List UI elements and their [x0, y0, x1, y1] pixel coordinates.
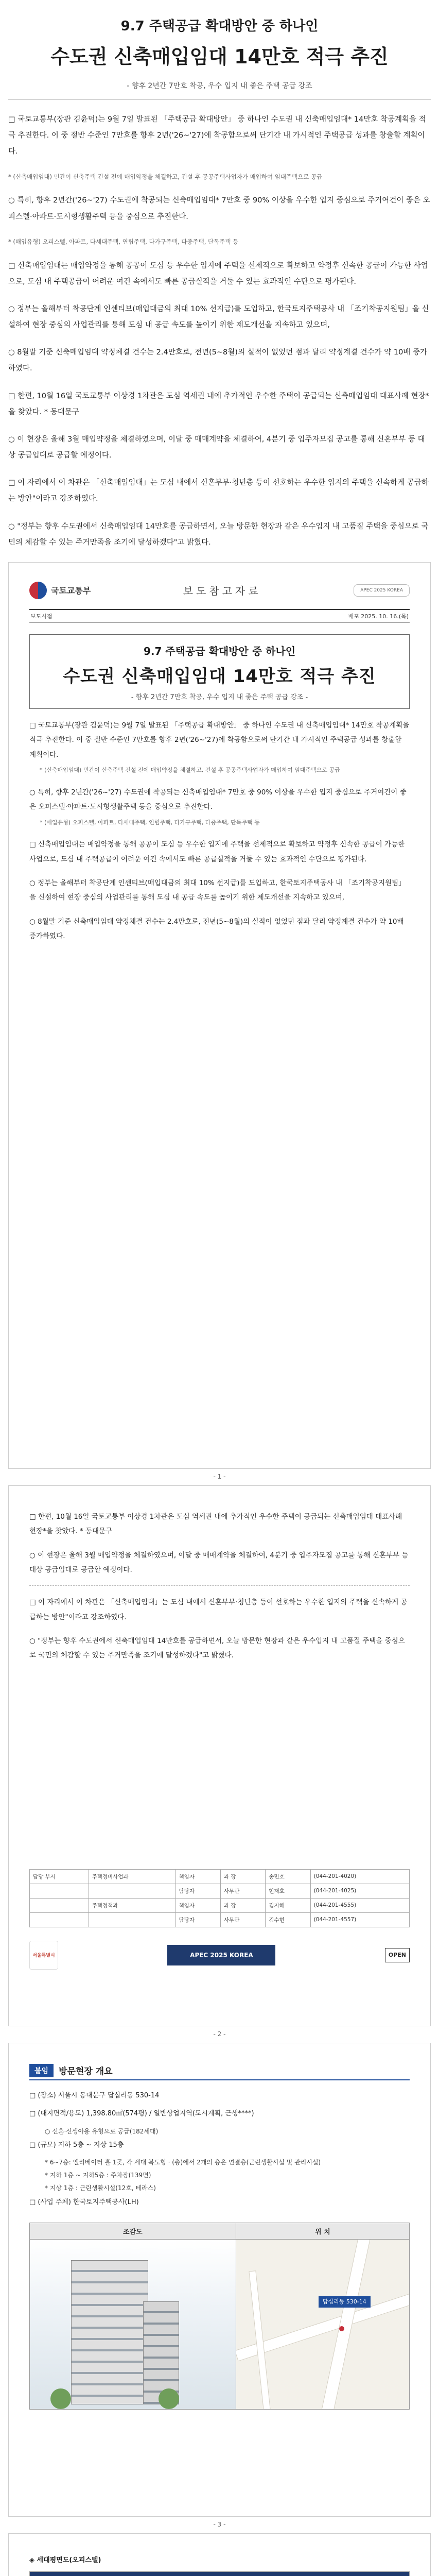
list-item: □ (규모) 지하 5층 ~ 지상 15층: [29, 2141, 124, 2149]
footer-logos: [29, 1941, 410, 1970]
article-title: 수도권 신축매입임대 14만호 적극 추진: [50, 45, 389, 68]
table-cell: (044-201-4555): [310, 1898, 409, 1912]
table-cell: 주택정책과: [89, 1898, 175, 1912]
apec-banner: APEC 2025 KOREA: [167, 1945, 275, 1965]
paragraph: □ 신축매입임대는 매입약정을 통해 공공이 도심 등 우수한 입지에 주택을 선제적으로 확보하고 약정후 신속한 공급이 가능한 사업으로, 도심 내 주택공급이 어려운 여건 속에서도 빠른 공급실적을 거둘 수 있는 효과적인 수단으로 평가된다.: [8, 261, 428, 286]
open-badge-text: OPEN: [385, 1948, 410, 1962]
footnote: * (신축매입임대) 민간이 신축주택 건설 전에 매입약정을 체결하고, 건설 후 공공주택사업자가 매입하여 임대주택으로 공급: [8, 173, 323, 180]
table-cell: 사무관: [220, 1912, 265, 1927]
table-cell: (044-201-4025): [310, 1884, 409, 1898]
page-number: - 3 -: [213, 2520, 226, 2528]
paragraph: ○ 특히, 향후 2년간('26~'27) 수도권에 착공되는 신축매입임대* 7만호 중 90% 이상을 우수한 입지 중심으로 주거여건이 좋은 오피스텔·아파트·도시형생활주택 등을 중심으로 추진한다.: [8, 196, 430, 221]
contact-table: [29, 1869, 410, 1927]
site-overview-list: [29, 2089, 410, 2209]
table-cell: 송민호: [266, 1869, 310, 1884]
press-footnote: * (신축매입임대) 민간이 신축주택 건설 전에 매입약정을 체결하고, 건설 후 공공주택사업자가 매입하여 임대주택으로 공급: [40, 766, 340, 773]
list-item: ○ 신혼·신생아용 유형으로 공급(182세대): [45, 2127, 159, 2135]
table-cell: [30, 1912, 89, 1927]
map-pin-icon: [339, 2326, 344, 2331]
press-header: [29, 575, 410, 606]
table-cell: 담당 부서: [30, 1869, 89, 1884]
table-row: [30, 1898, 410, 1912]
table-cell: 현재호: [266, 1884, 310, 1898]
divider: [29, 1585, 410, 1586]
paragraph: ○ 이 현장은 올해 3월 매입약정을 체결하였으며, 이달 중 매매계약을 체결하여, 4분기 중 입주자모집 공고를 통해 신혼부부 등 대상 공급입대로 공급할 예정이다.: [8, 435, 425, 460]
list-subitem: * 6~7층: 엘리베이터 홀 1곳, 각 세대 복도형 · (총)에서 2개의 층은 연결층(근린생활시설 및 관리시설): [45, 2159, 321, 2166]
press-release-page-2: [8, 1485, 431, 2026]
appendix-title: 방문현장 개요: [59, 2066, 113, 2077]
location-map: [236, 2240, 409, 2409]
page-number: - 1 -: [213, 1472, 226, 1480]
release-time-label: 보도시점: [30, 613, 52, 620]
press-paragraph: ○ "정부는 향후 수도권에서 신축매입임대 14만호를 공급하면서, 오늘 방문한 현장과 같은 우수입지 내 고품질 주택을 중심으로 국민의 체감할 수 있는 주거만족을 조기에 달성하겠다"고 밝혔다.: [29, 1637, 405, 1660]
table-cell: (044-201-4020): [310, 1869, 409, 1884]
table-cell: [89, 1884, 175, 1898]
list-subitem: * 지하 1층 ~ 지하5층 : 주차장(139면): [45, 2172, 151, 2179]
table-row: [30, 1912, 410, 1927]
table-row: [30, 1884, 410, 1898]
table-row: [30, 2223, 410, 2239]
press-subtitle: 9.7 주택공급 확대방안 중 하나인: [143, 645, 296, 657]
press-title: 수도권 신축매입임대 14만호 적극 추진: [63, 666, 376, 687]
seoul-logo: 서울특별시: [29, 1941, 58, 1970]
page-number: - 2 -: [213, 2030, 226, 2038]
table-cell: 과 장: [220, 1898, 265, 1912]
table-cell: 책임자: [175, 1898, 220, 1912]
press-release-page-1: [8, 562, 431, 1469]
table-row: [30, 2239, 410, 2409]
table-header: 위 치: [236, 2223, 409, 2239]
building-shape: [143, 2301, 179, 2404]
paragraph: ○ "정부는 향후 수도권에서 신축매입임대 14만호를 공급하면서, 오늘 방문한 현장과 같은 우수입지 내 고품질 주택을 중심으로 국민의 체감할 수 있는 주거만족을 조기에 달성하겠다"고 밝혔다.: [8, 522, 429, 547]
press-title-box: [29, 634, 410, 709]
table-cell: 김지혜: [266, 1898, 310, 1912]
floorplan-page: [8, 2533, 431, 2576]
table-cell: 사무관: [220, 1884, 265, 1898]
paragraph: □ 한편, 10월 16일 국토교통부 이상경 1차관은 도심 역세권 내에 추가적인 우수한 주택이 공급되는 신축매입임대 대표사례 현장*을 찾았다. * 동대문구: [8, 392, 429, 416]
unit-title: [30, 2572, 409, 2576]
site-images-table: [29, 2223, 410, 2410]
press-paragraph: □ 한편, 10월 16일 국토교통부 이상경 1차관은 도심 역세권 내에 추가적인 우수한 주택이 공급되는 신축매입임대 대표사례 현장*을 찾았다. * 동대문구: [29, 1512, 402, 1536]
press-summary: - 향후 2년간 7만호 착공, 우수 입지 내 좋은 주택 공급 강조 -: [131, 693, 308, 701]
table-cell: 과 장: [220, 1869, 265, 1884]
divider: [29, 2079, 410, 2080]
press-paragraph: □ 국토교통부(장관 김윤덕)는 9월 7일 발표된 「주택공급 확대방안」 중 하나인 수도권 내 신축매입임대* 14만호 착공계획을 적극 추진한다. 이 중 절반 수준인 7만호를 향후 2년('26~'27)에 착공함으로써 단기간 내 가시적인 주택공급 성과를 창출할 계획이다.: [29, 721, 410, 759]
list-item: □ (대지면적/용도) 1,398.80㎡(574평) / 일반상업지역(도시계획, 근생****): [29, 2110, 254, 2118]
release-type: 보도참고자료: [183, 585, 261, 598]
table-cell: 책임자: [175, 1869, 220, 1884]
press-paragraph: □ 신축매입임대는 매입약정을 통해 공공이 도심 등 우수한 입지에 주택을 선제적으로 확보하고 약정후 신속한 공급이 가능한 사업으로, 도심 내 주택공급이 어려운 여건 속에서도 빠른 공급실적을 거둘 수 있는 효과적인 수단으로 평가된다.: [29, 840, 405, 863]
table-cell: 김수현: [266, 1912, 310, 1927]
table-header: 조감도: [30, 2223, 236, 2239]
floorplan-heading: ◈ 세대평면도(오피스텔): [29, 2556, 101, 2564]
press-footnote: * (매입유형) 오피스텔, 아파트, 다세대주택, 연립주택, 다가구주택, 다중주택, 단독주택 등: [40, 819, 260, 826]
apec-logo: [354, 584, 410, 597]
government-emblem-icon: [29, 582, 47, 599]
birds-eye-view-cell: [30, 2239, 236, 2409]
table-row: [30, 1869, 410, 1884]
table-cell: 주택정비사업과: [89, 1869, 175, 1884]
ministry-logo: [29, 582, 91, 599]
paragraph: ○ 정부는 올해부터 착공단계 인센티브(매입대금의 최대 10% 선지급)를 도입하고, 한국토지주택공사 내 「조기착공지원팀」을 신설하여 현장 중심의 사업관리를 통해 도심 내 공급 속도를 높이기 위한 제도개선을 지속하고 있으며,: [8, 304, 429, 330]
table-cell: 담당자: [175, 1912, 220, 1927]
article-summary: - 향후 2년간 7만호 착공, 우수 입지 내 좋은 주택 공급 강조: [127, 82, 312, 90]
table-cell: [30, 1898, 89, 1912]
apec-logo-text: APEC 2025 KOREA: [360, 587, 403, 593]
list-item: □ (사업 주체) 한국토지주택공사(LH): [29, 2198, 139, 2206]
location-map-cell: [236, 2239, 409, 2409]
appendix-header: [29, 2064, 410, 2077]
list-subitem: * 지상 1층 : 근린생활시설(12호, 테라스): [45, 2184, 156, 2192]
table-cell: (044-201-4557): [310, 1912, 409, 1927]
open-license-badge: [385, 1948, 410, 1962]
appendix-tag: 붙임: [29, 2064, 54, 2077]
press-paragraph: ○ 정부는 올해부터 착공단계 인센티브(매입대금의 최대 10% 선지급)를 도입하고, 한국토지주택공사 내 「조기착공지원팀」을 신설하여 현장 중심의 사업관리를 통해 도심 내 공급 속도를 높이기 위한 제도개선을 지속하고 있으며,: [29, 879, 406, 902]
tree-shape: [159, 2388, 179, 2409]
list-item: □ (장소) 서울시 동대문구 답십리동 530-14: [29, 2091, 160, 2099]
paragraph: □ 이 자리에서 이 차관은 「신축매입임대」는 도심 내에서 신혼부부·청년층 등이 선호하는 우수한 입지의 주택을 신속하게 공급하는 방안"이라고 강조하였다.: [8, 479, 429, 503]
footnote: * (매입유형) 오피스텔, 아파트, 다세대주택, 연립주택, 다가구주택, 다중주택, 단독주택 등: [8, 238, 239, 245]
press-meta: [29, 609, 410, 623]
table-cell: [89, 1912, 175, 1927]
table-cell: 담당자: [175, 1884, 220, 1898]
paragraph: ○ 8월말 기준 신축매입임대 약정체결 건수는 2.4만호로, 전년(5~8월)의 실적이 없었던 점과 달리 약정계결 건수가 약 10배 증가하였다.: [8, 348, 427, 373]
building-rendering-image: [30, 2240, 236, 2409]
press-paragraph: ○ 이 현장은 올해 3월 매입약정을 체결하였으며, 이달 중 매매계약을 체결하여, 4분기 중 입주자모집 공고를 통해 신혼부부 등 대상 공급입대로 공급할 예정이다.: [29, 1551, 409, 1574]
release-date: 배포 2025. 10. 16.(목): [348, 613, 409, 620]
ministry-name: 국토교통부: [51, 586, 91, 596]
paragraph: □ 국토교통부(장관 김윤덕)는 9월 7일 발표된 「주택공급 확대방안」 중 하나인 수도권 내 신축매입임대* 14만호 착공계획을 적극 추진한다. 이 중 절반 수준인 7만호를 향후 2년('26~'27)에 착공함으로써 단기간 내 가시적인 주택공급 성과를 창출할 계획이다.: [8, 115, 426, 156]
tree-shape: [50, 2388, 71, 2409]
press-paragraph: □ 이 자리에서 이 차관은 「신축매입임대」는 도심 내에서 신혼부부·청년층 등이 선호하는 우수한 입지의 주택을 신속하게 공급하는 방안"이라고 강조하였다.: [29, 1598, 408, 1621]
table-cell: [30, 1884, 89, 1898]
article-subtitle: 9.7 주택공급 확대방안 중 하나인: [120, 19, 319, 34]
press-paragraph: ○ 특히, 향후 2년간('26~'27) 수도권에 착공되는 신축매입임대* 7만호 중 90% 이상을 우수한 입지 중심으로 주거여건이 좋은 오피스텔·아파트·도시형생활주택 등을 중심으로 추진한다.: [29, 788, 407, 811]
map-location-label: 답십리동 530-14: [319, 2296, 371, 2308]
unit-type-b: [29, 2571, 410, 2576]
building-shape: [71, 2260, 148, 2404]
appendix-page: [8, 2043, 431, 2517]
article: [0, 0, 439, 551]
press-paragraph: ○ 8월말 기준 신축매입임대 약정체결 건수는 2.4만호로, 전년(5~8월)의 실적이 없었던 점과 달리 약정계결 건수가 약 10배 증가하였다.: [29, 917, 404, 941]
